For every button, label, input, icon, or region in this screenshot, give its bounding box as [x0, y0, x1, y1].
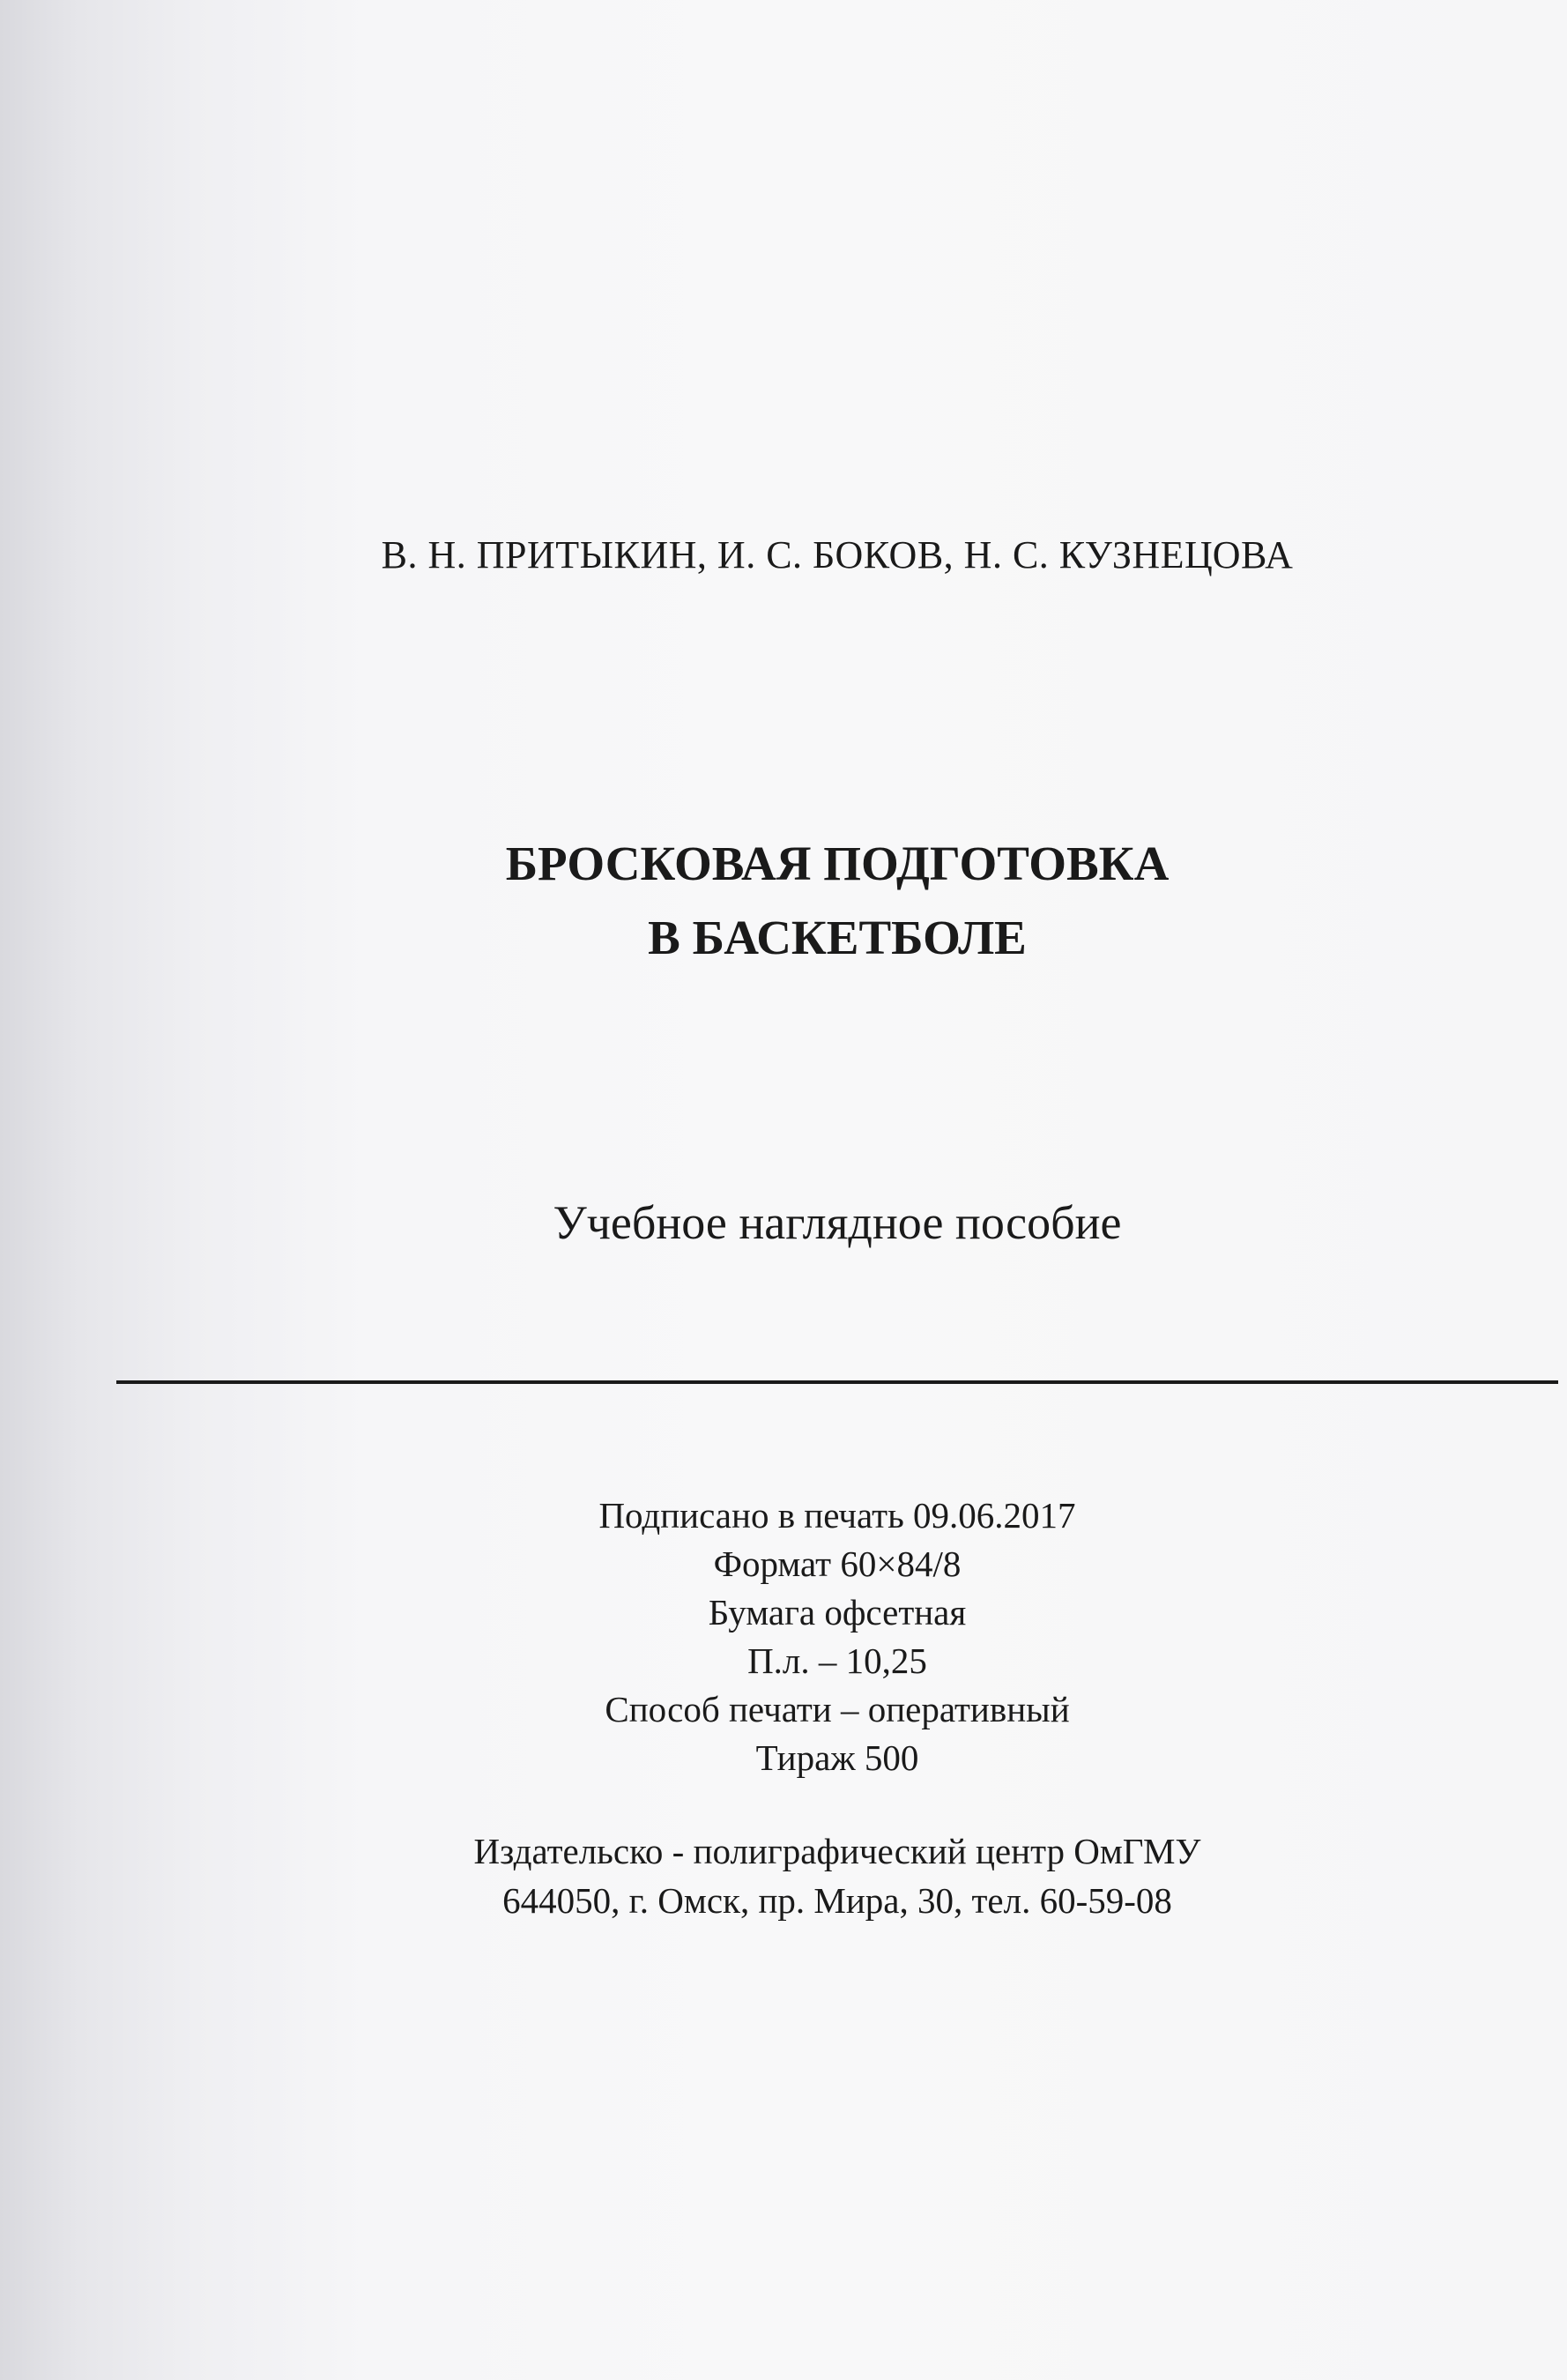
book-subtitle: Учебное наглядное пособие — [553, 1196, 1122, 1249]
imprint-paper: Бумага офсетная — [708, 1592, 967, 1633]
title-line-1: БРОСКОВАЯ ПОДГОТОВКА — [505, 837, 1170, 890]
imprint-block — [0, 1491, 1567, 1782]
authors: В. Н. ПРИТЫКИН, И. С. БОКОВ, Н. С. КУЗНЕЦОВА — [381, 533, 1294, 576]
imprint-signed: Подписано в печать 09.06.2017 — [598, 1495, 1076, 1536]
publisher-block — [0, 1826, 1567, 1925]
publisher-name: Издательско - полиграфический центр ОмГМУ — [473, 1831, 1201, 1871]
book-title — [0, 827, 1567, 975]
horizontal-rule — [116, 1380, 1558, 1384]
title-line-2: В БАСКЕТБОЛЕ — [648, 911, 1027, 964]
imprint-run: Тираж 500 — [755, 1737, 919, 1778]
imprint-sheets: П.л. – 10,25 — [747, 1640, 927, 1681]
publisher-address: 644050, г. Омск, пр. Мира, 30, тел. 60-59-08 — [502, 1880, 1172, 1921]
imprint-format: Формат 60×84/8 — [713, 1543, 962, 1584]
imprint-print-method: Способ печати – оперативный — [605, 1689, 1070, 1729]
